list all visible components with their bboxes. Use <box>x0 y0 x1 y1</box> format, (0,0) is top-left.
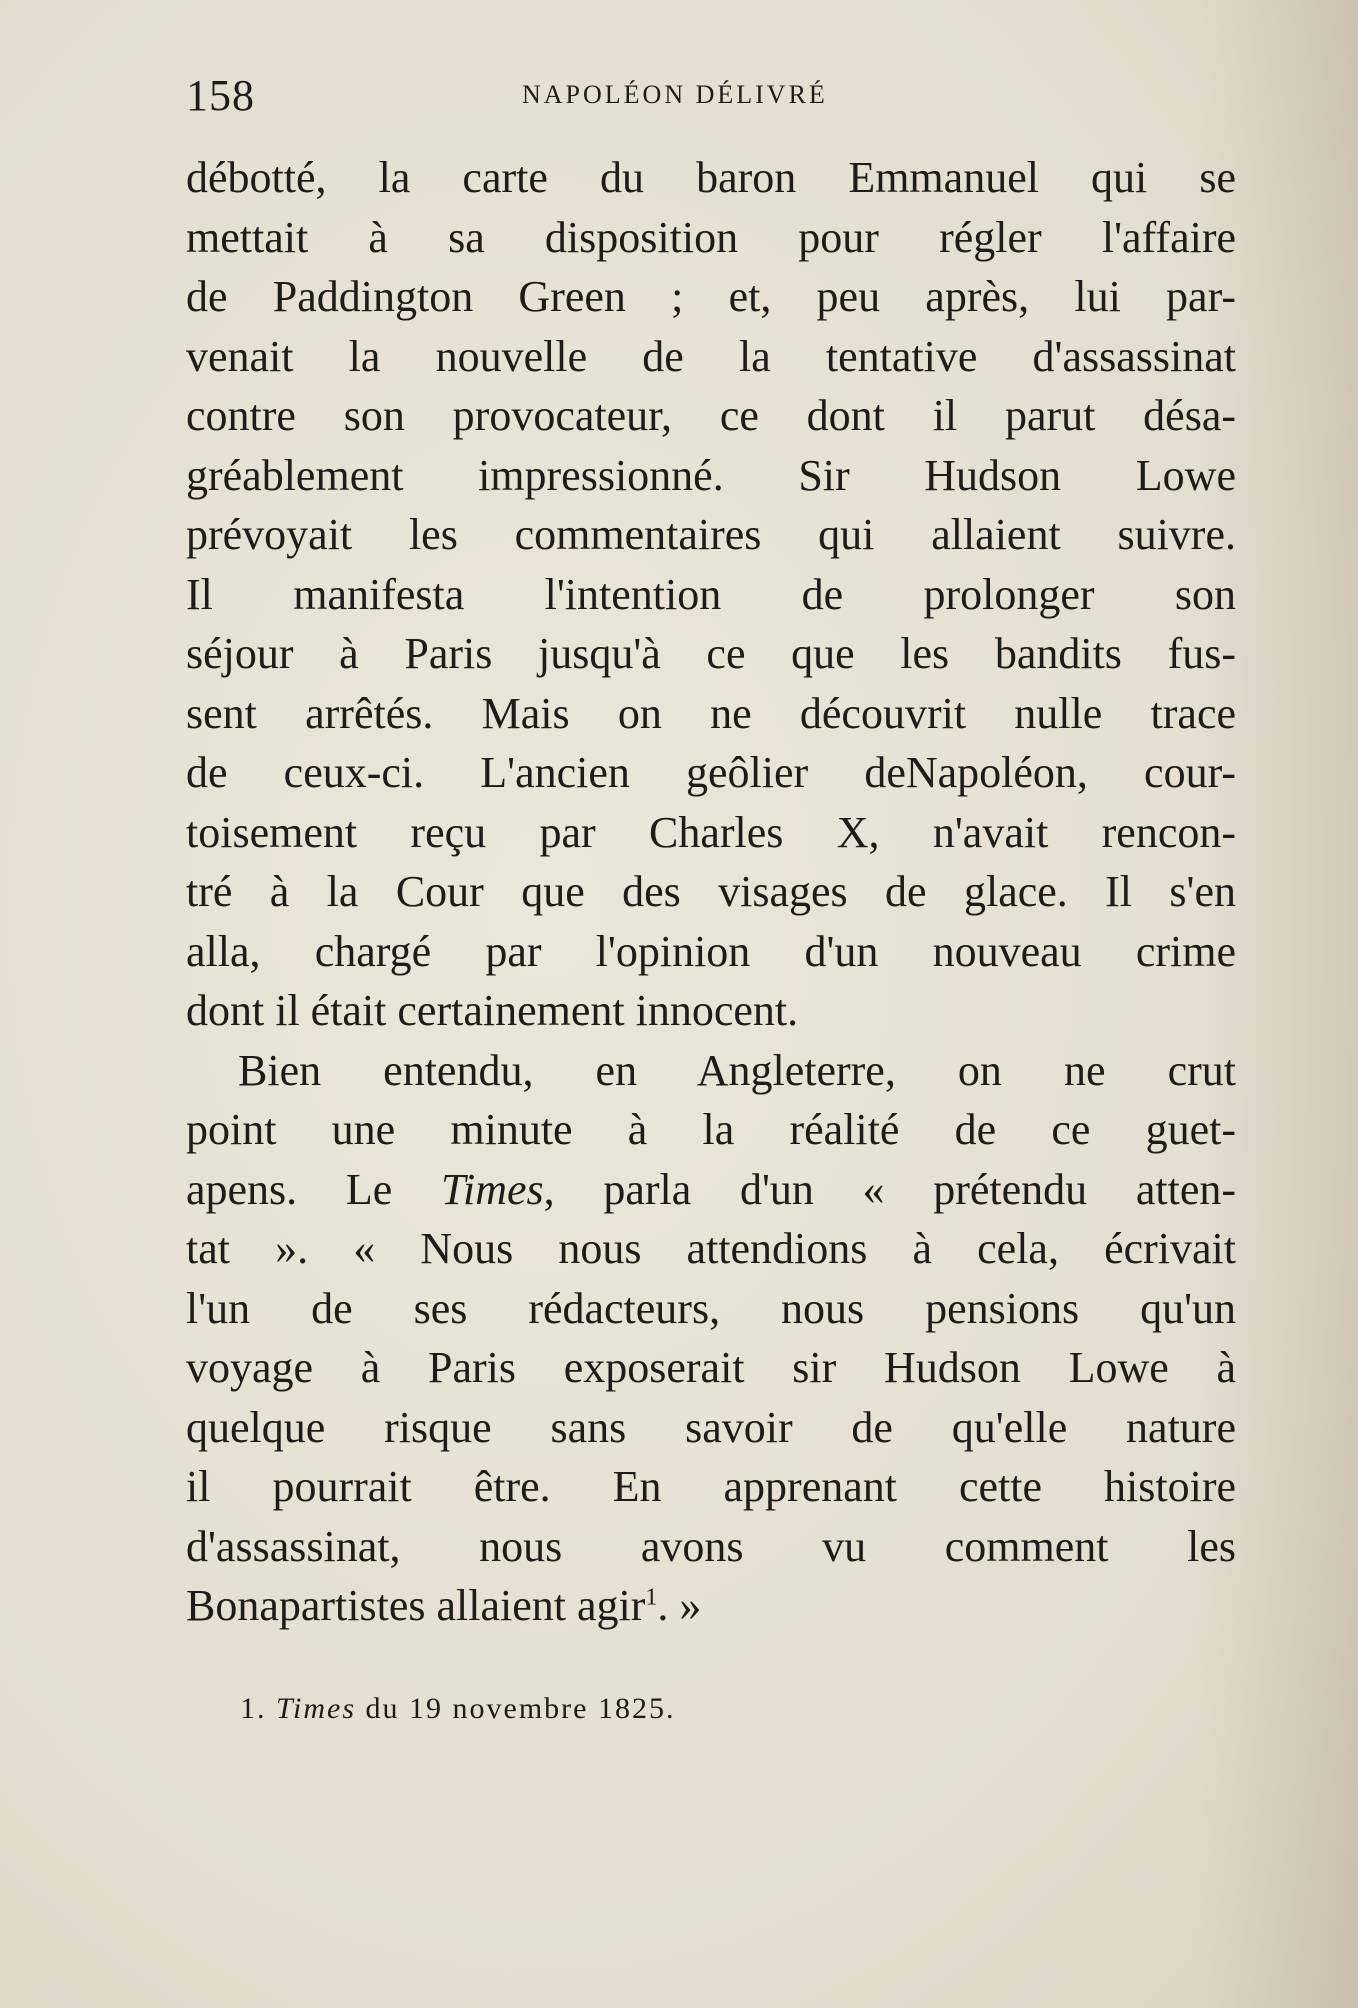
text-line: séjour à Paris jusqu'à ce que les bandits fus- <box>186 629 1236 678</box>
text-fragment: Bonapartistes allaient agir <box>186 1581 646 1630</box>
running-head <box>186 70 1236 120</box>
text-fragment: . » <box>657 1581 702 1630</box>
text-line: quelque risque sans savoir de qu'elle nature <box>186 1402 1236 1452</box>
text-line: prévoyait les commentaires qui allaient suivre. <box>186 510 1236 559</box>
text-line: de Paddington Green ; et, peu après, lui par- <box>186 272 1236 321</box>
text-line: voyage à Paris exposerait sir Hudson Lowe à <box>186 1343 1236 1392</box>
text-line: sent arrêtés. Mais on ne découvrit nulle trace <box>186 688 1236 738</box>
footnote-source: Times <box>276 1692 357 1725</box>
text-line: dont il était certainement innocent. <box>186 986 799 1035</box>
paragraph-start-line: Bien entendu, en Angleterre, on ne crut <box>238 1045 1236 1095</box>
footnote <box>240 1692 676 1726</box>
text-fragment: , parla d'un « prétendu atten- <box>543 1164 1236 1214</box>
footnote-number: 1. <box>240 1692 267 1725</box>
text-line: gréablement impressionné. Sir Hudson Lowe <box>186 450 1236 500</box>
text-line <box>186 1160 1236 1220</box>
text-line: alla, chargé par l'opinion d'un nouveau crime <box>186 926 1236 976</box>
text-line: de ceux-ci. L'ancien geôlier deNapoléon, cour- <box>186 748 1236 797</box>
text-line: tat ». « Nous nous attendions à cela, écrivait <box>186 1224 1236 1273</box>
text-line: l'un de ses rédacteurs, nous pensions qu'un <box>186 1283 1236 1333</box>
text-line: Il manifesta l'intention de prolonger son <box>186 569 1236 619</box>
book-title: NAPOLÉON DÉLIVRÉ <box>522 80 828 109</box>
text-line: mettait à sa disposition pour régler l'affaire <box>186 212 1236 262</box>
newspaper-title: Times <box>440 1164 544 1214</box>
text-line: contre son provocateur, ce dont il parut désa- <box>186 391 1236 440</box>
text-line: il pourrait être. En apprenant cette histoire <box>186 1462 1236 1511</box>
footnote-text: du 19 novembre 1825. <box>356 1692 676 1725</box>
page-number: 158 <box>186 71 255 120</box>
text-line: d'assassinat, nous avons vu comment les <box>186 1521 1236 1571</box>
body-text <box>186 148 1236 1636</box>
text-line: débotté, la carte du baron Emmanuel qui se <box>186 153 1236 202</box>
text-line: toisement reçu par Charles X, n'avait rencon- <box>186 807 1236 857</box>
text-line <box>186 1576 1236 1636</box>
text-line: tré à la Cour que des visages de glace. Il s'en <box>186 867 1236 916</box>
text-fragment: apens. Le <box>186 1164 441 1214</box>
text-line: venait la nouvelle de la tentative d'assassinat <box>186 331 1236 381</box>
text-line: point une minute à la réalité de ce guet- <box>186 1105 1236 1154</box>
footnote-reference: 1 <box>645 1584 658 1611</box>
